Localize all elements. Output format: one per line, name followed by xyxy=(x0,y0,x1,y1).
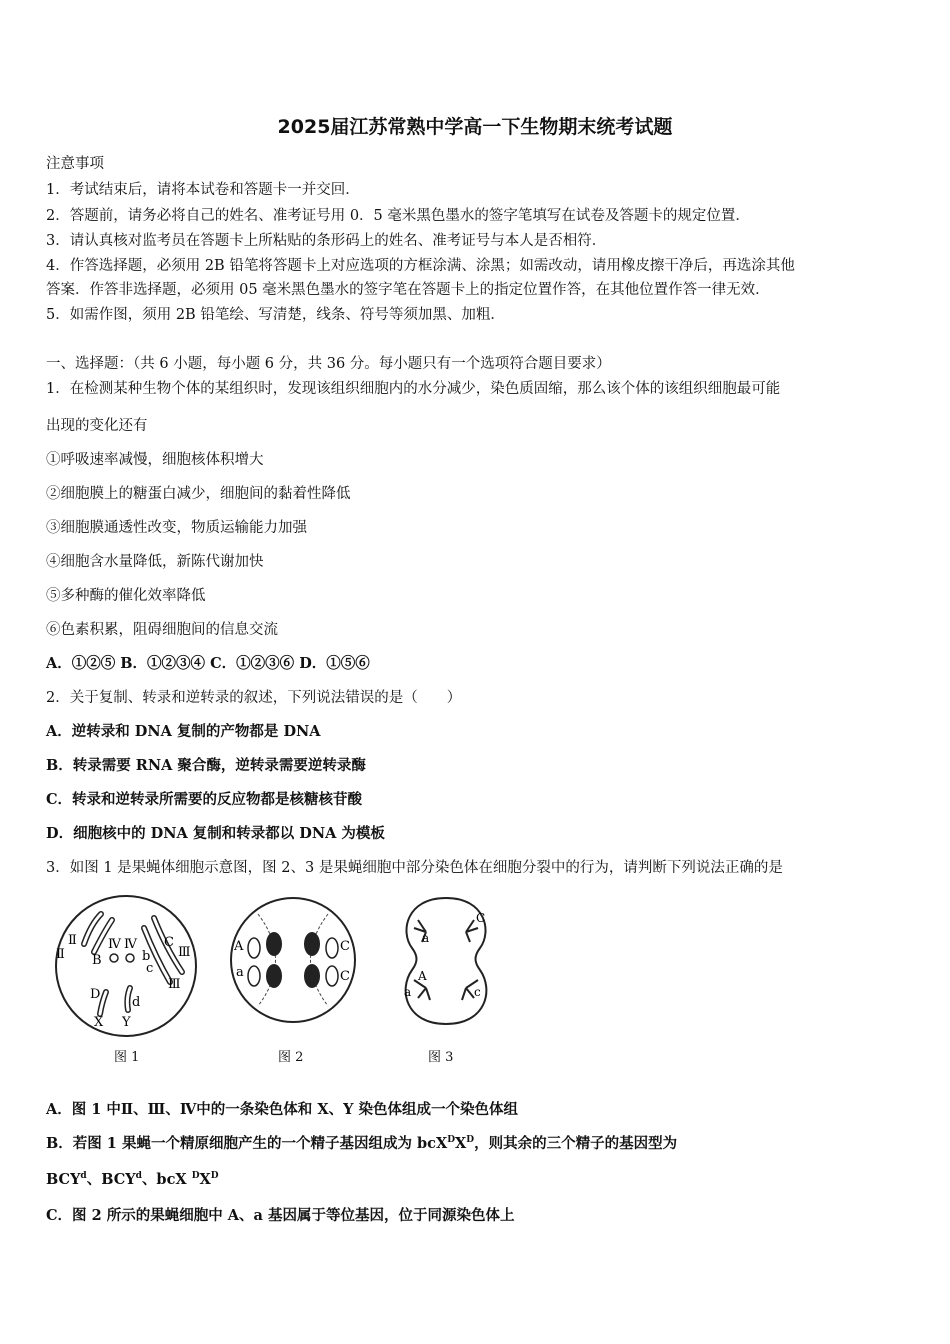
genotype-text: 、BCY xyxy=(86,1171,136,1188)
figure-3 xyxy=(396,892,496,1036)
fig1-label: d xyxy=(132,995,141,1010)
fig1-label: Ⅲ xyxy=(168,977,181,992)
notice-item: 2．答题前，请务必将自己的姓名、准考证号用 0．5 毫米黑色墨水的签字笔填写在试卷及答题卡的规定位置． xyxy=(46,208,750,224)
q3-option-b-genotypes xyxy=(46,1168,219,1189)
figure-2-caption: 图 2 xyxy=(278,1050,304,1065)
superscript: d xyxy=(135,1171,142,1182)
page-title: 2025届江苏常熟中学高一下生物期末统考试题 xyxy=(277,116,673,138)
q1-item: ⑥色素积累，阻碍细胞间的信息交流 xyxy=(46,622,278,638)
q1-item: ③细胞膜通透性改变，物质运输能力加强 xyxy=(46,520,307,536)
q3-option-b-prefix: B．若图 1 果蝇一个精原细胞产生的一个精子基因组成为 bcX xyxy=(46,1135,448,1152)
fig1-label: Ⅳ xyxy=(108,937,121,952)
fig1-label: Ⅱ xyxy=(56,947,65,962)
fig1-label: Ⅱ xyxy=(68,933,77,948)
q3-option-b-mid: X xyxy=(455,1135,467,1152)
q2-option-a: A．逆转录和 DNA 复制的产物都是 DNA xyxy=(46,723,321,740)
fig2-label: C xyxy=(340,969,350,984)
fig3-label: A xyxy=(418,969,427,983)
q2-option-b: B．转录需要 RNA 聚合酶，逆转录需要逆转录酶 xyxy=(46,757,366,774)
notice-item: 4．作答选择题，必须用 2B 铅笔将答题卡上对应选项的方框涂满、涂黑；如需改动，请用橡皮擦干净后，再选涂其他 xyxy=(46,258,795,274)
fig2-label: C xyxy=(340,939,350,954)
fig2-label: A xyxy=(234,939,244,954)
q3-option-b xyxy=(46,1132,677,1153)
q2-option-c: C．转录和逆转录所需要的反应物都是核糖核苷酸 xyxy=(46,791,363,808)
genotype-text: 、bcX xyxy=(141,1171,192,1188)
q1-item: ④细胞含水量降低，新陈代谢加快 xyxy=(46,554,264,570)
q1-item: ②细胞膜上的糖蛋白减少，细胞间的黏着性降低 xyxy=(46,486,351,502)
q1-options: A．①②⑤ B．①②③④ C．①②③⑥ D．①⑤⑥ xyxy=(46,655,370,672)
fig3-label: a xyxy=(404,985,412,999)
fig1-label: B xyxy=(92,953,102,968)
superscript: D xyxy=(210,1171,219,1182)
fig1-label: C xyxy=(164,935,174,950)
q1-item: ⑤多种酶的催化效率降低 xyxy=(46,588,206,604)
fig3-label: a xyxy=(422,931,430,945)
superscript: D xyxy=(447,1135,456,1146)
fig1-label: X xyxy=(94,1015,104,1030)
fig3-label: c xyxy=(474,985,481,999)
figure-3-caption: 图 3 xyxy=(428,1050,454,1065)
fig1-label: Y xyxy=(122,1015,131,1030)
q3-option-a: A．图 1 中Ⅱ、Ⅲ、Ⅳ中的一条染色体和 X、Y 染色体组成一个染色体组 xyxy=(46,1101,518,1118)
genotype-text: BCY xyxy=(46,1171,81,1188)
figure-2 xyxy=(218,892,368,1036)
fig1-label: c xyxy=(146,961,154,976)
fig3-label: C xyxy=(476,911,486,925)
q2-stem: 2．关于复制、转录和逆转录的叙述，下列说法错误的是（ ） xyxy=(46,690,462,706)
q3-option-c: C．图 2 所示的果蝇细胞中 A、a 基因属于等位基因，位于同源染色体上 xyxy=(46,1207,515,1224)
notice-item: 1．考试结束后，请将本试卷和答题卡一并交回． xyxy=(46,182,360,198)
figure-1-caption: 图 1 xyxy=(114,1050,140,1065)
fig1-label: D xyxy=(90,987,101,1002)
superscript: D xyxy=(191,1171,200,1182)
notice-item: 答案．作答非选择题，必须用 05 毫米黑色墨水的签字笔在答题卡上的指定位置作答，在其他位置作答一律无效． xyxy=(46,282,770,298)
genotype-text: X xyxy=(199,1171,211,1188)
q3-option-b-suffix: ，则其余的三个精子的基因型为 xyxy=(474,1135,678,1152)
q1-stem: 1．在检测某种生物个体的某组织时，发现该组织细胞内的水分减少，染色质固缩，那么该个体的该组织细胞最可能 xyxy=(46,381,781,397)
fig1-label: b xyxy=(142,949,151,964)
notice-heading: 注意事项 xyxy=(46,156,104,172)
q1-item: ①呼吸速率减慢，细胞核体积增大 xyxy=(46,452,264,468)
figure-1 xyxy=(46,888,206,1042)
q1-stem-cont: 出现的变化还有 xyxy=(46,418,148,434)
q3-stem: 3．如图 1 是果蝇体细胞示意图，图 2、3 是果蝇细胞中部分染色体在细胞分裂中的行为，请判断下列说法正确的是 xyxy=(46,860,783,876)
q2-option-d: D．细胞核中的 DNA 复制和转录都以 DNA 为模板 xyxy=(46,825,385,842)
notice-item: 3．请认真核对监考员在答题卡上所粘贴的条形码上的姓名、准考证号与本人是否相符． xyxy=(46,233,607,249)
fig2-label: a xyxy=(236,965,244,980)
section-heading: 一、选择题：（共 6 小题，每小题 6 分，共 36 分。每小题只有一个选项符合题目要求） xyxy=(46,356,611,372)
superscript: D xyxy=(466,1135,475,1146)
superscript: d xyxy=(80,1171,87,1182)
fig1-label: Ⅳ xyxy=(124,937,137,952)
notice-item: 5．如需作图，须用 2B 铅笔绘、写清楚，线条、符号等须加黑、加粗． xyxy=(46,307,505,323)
fig1-label: Ⅲ xyxy=(178,945,191,960)
